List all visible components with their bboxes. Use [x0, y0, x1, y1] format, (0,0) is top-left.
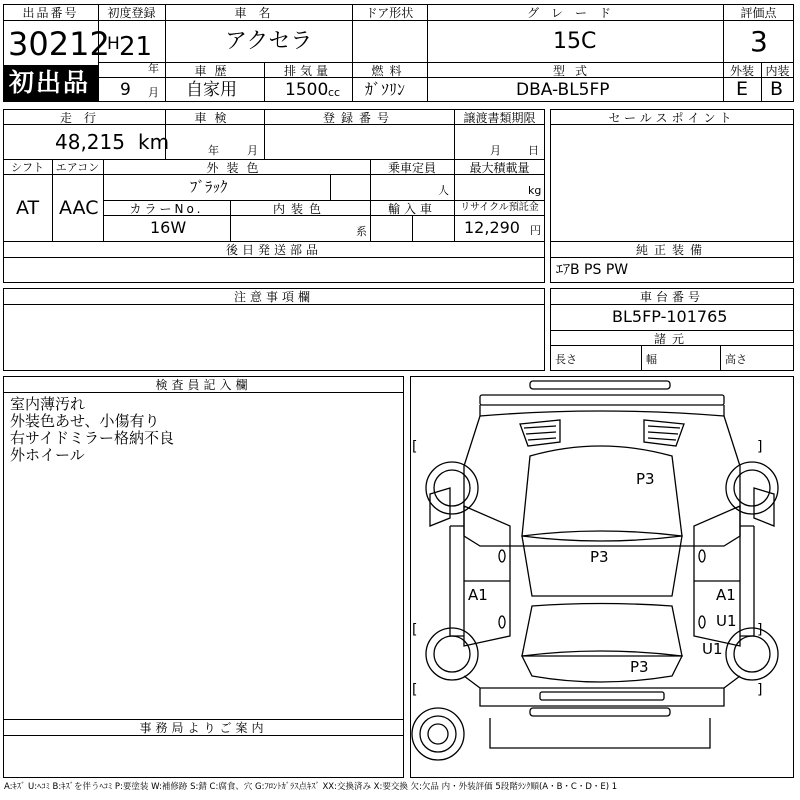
sales-point-label: セールスポイント [608, 111, 736, 125]
interior-color-label: 内装色 [272, 202, 327, 216]
load-label: 最大積載量 [469, 161, 530, 175]
car-name-label: 車名 [234, 6, 283, 20]
length-label: 長さ [555, 353, 577, 366]
grade-label: グレード [526, 6, 623, 20]
inspector-note: 外装色あせ、小傷有り [10, 412, 160, 430]
transfer-month-unit: 月 [490, 144, 501, 157]
colorno: 16W [150, 218, 187, 237]
interior-label: 内装 [765, 64, 790, 78]
displacement-label: 排気量 [283, 64, 332, 78]
colorno-label: カラーNo. [129, 202, 204, 216]
shift: AT [16, 197, 40, 219]
bracket-right: ] [757, 682, 763, 698]
mileage: 48,215 [55, 130, 125, 154]
equipment: ｴｱB PS PW [556, 262, 629, 278]
height-label: 高さ [725, 353, 747, 366]
office-label: 事務局よりご案内 [139, 721, 268, 735]
width-label: 幅 [646, 353, 657, 366]
load-unit: kg [528, 184, 542, 197]
transfer-day-unit: 日 [528, 144, 539, 157]
grade: 15C [553, 29, 597, 54]
bracket-left: [ [412, 682, 418, 698]
dims-label: 諸元 [653, 332, 690, 346]
shift-label: シフト [11, 161, 44, 174]
door-label: ドア形状 [365, 6, 414, 20]
inspector-note: 室内薄汚れ [10, 395, 86, 413]
aircon: AAC [59, 197, 99, 219]
damage-mark: P3 [630, 658, 649, 676]
model-code: DBA-BL5FP [516, 80, 610, 100]
plate-label: 登録番号 [322, 111, 395, 125]
car-diagram [410, 376, 794, 778]
reg-month: 9 [120, 80, 131, 100]
model-label: 型式 [552, 64, 597, 78]
lot-number: 30212 [8, 25, 110, 63]
bracket-left: [ [412, 622, 418, 638]
displacement: 1500 [285, 80, 329, 100]
reg-year: 21 [119, 32, 153, 62]
inspector-note: 外ホイール [10, 446, 85, 464]
reg-month-unit: 月 [148, 86, 159, 99]
mileage-unit: km [138, 130, 170, 154]
color-label: 外装色 [206, 161, 267, 175]
aircon-label: エアコン [55, 161, 100, 174]
equipment-label: 純正装備 [635, 243, 708, 257]
capacity-unit: 人 [438, 184, 449, 197]
damage-mark: U1 [702, 640, 723, 658]
damage-mark: P3 [590, 548, 609, 566]
exterior-grade: E [736, 78, 749, 100]
interior-grade: B [770, 78, 784, 100]
recycle: 12,290 [464, 218, 520, 237]
first-listing-text: 初出品 [9, 68, 91, 97]
score-label: 評価点 [740, 6, 777, 20]
color: ﾌﾞﾗｯｸ [190, 178, 228, 196]
transfer-label: 譲渡書類期限 [463, 111, 536, 125]
history: 自家用 [186, 80, 237, 100]
chassis-label: 車台番号 [639, 290, 704, 304]
history-label: 車歴 [194, 64, 235, 78]
inspector-note: 右サイドミラー格納不良 [10, 429, 174, 447]
import-label: 輸入車 [387, 202, 436, 216]
fuel: ｶﾞｿﾘﾝ [365, 80, 406, 99]
chassis-number: BL5FP-101765 [612, 307, 728, 326]
displacement-unit: cc [328, 86, 341, 99]
inspection-month-unit: 月 [247, 144, 258, 157]
caution-label: 注意事項欄 [233, 290, 314, 304]
bracket-right: ] [757, 622, 763, 638]
car-name: アクセラ [225, 29, 313, 54]
reg-year-unit: 年 [148, 62, 159, 75]
reg-label: 初度登録 [107, 6, 156, 20]
fuel-label: 燃料 [371, 64, 408, 78]
damage-mark: U1 [716, 612, 737, 630]
bracket-right: ] [757, 439, 763, 455]
inspection-label: 車検 [194, 111, 235, 125]
later-parts-label: 後日発送部品 [225, 243, 322, 257]
score: 3 [750, 25, 768, 58]
inspection-year-unit: 年 [208, 144, 219, 157]
bracket-left: [ [412, 439, 418, 455]
capacity-label: 乗車定員 [387, 161, 436, 175]
exterior-label: 外装 [729, 64, 754, 78]
inspector-label: 検査員記入欄 [155, 378, 252, 392]
footer-legend: A:ｷｽﾞ U:ﾍｺﾐ B:ｷｽﾞを伴うﾍｺﾐ P:要塗装 W:補修跡 S:錆 C:腐食、穴 G:ﾌﾛﾝﾄｶﾞﾗｽ点ｷｽﾞ XX:交換済み X:要交換 欠:欠品 内・外装評価 5段階ﾗﾝｸ順(A・B・C・D・E) 1 [4, 782, 618, 792]
damage-mark: A1 [716, 586, 736, 604]
mileage-label: 走行 [59, 111, 108, 125]
interior-color-unit: 系 [356, 225, 367, 238]
era: H [107, 34, 120, 54]
damage-mark: A1 [468, 586, 488, 604]
lot-label: 出品番号 [22, 6, 79, 20]
recycle-unit: 円 [530, 224, 541, 237]
recycle-label: リサイクル預託金 [460, 202, 539, 213]
damage-mark: P3 [636, 470, 655, 488]
